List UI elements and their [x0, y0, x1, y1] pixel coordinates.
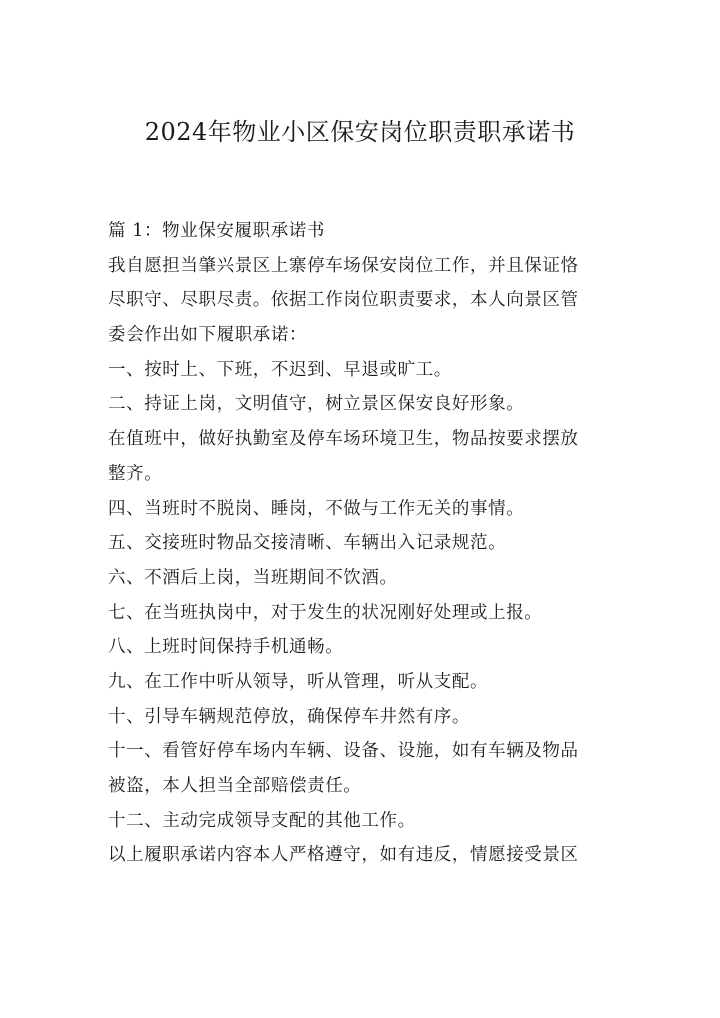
paragraph-line: 我自愿担当肇兴景区上寨停车场保安岗位工作，并且保证恪	[108, 255, 579, 276]
section-heading: 篇 1：物业保安履职承诺书	[108, 221, 325, 241]
list-item: 九、在工作中听从领导，听从管理，听从支配。	[108, 671, 489, 692]
paragraph-line: 尽职守、尽职尽责。依据工作岗位职责要求，本人向景区管	[108, 290, 579, 311]
list-item: 十二、主动完成领导支配的其他工作。	[108, 810, 416, 831]
list-item: 六、不酒后上岗，当班期间不饮酒。	[108, 567, 398, 588]
paragraph-line: 委会作出如下履职承诺：	[108, 325, 308, 346]
list-item: 在值班中，做好执勤室及停车场环境卫生，物品按要求摆放	[108, 429, 579, 450]
list-item: 被盗，本人担当全部赔偿责任。	[108, 776, 362, 796]
list-item: 五、交接班时物品交接清晰、车辆出入记录规范。	[108, 533, 507, 554]
paragraph-line: 以上履职承诺内容本人严格遵守，如有违反，情愿接受景区	[108, 845, 579, 866]
list-item: 七、在当班执岗中，对于发生的状况刚好处理或上报。	[108, 602, 543, 623]
document-body	[108, 214, 618, 873]
list-item: 二、持证上岗，文明值守，树立景区保安良好形象。	[108, 394, 525, 415]
list-item: 十、引导车辆规范停放，确保停车井然有序。	[108, 706, 470, 727]
list-item: 四、当班时不脱岗、睡岗，不做与工作无关的事情。	[108, 498, 525, 519]
document-title: 2024年物业小区保安岗位职责职承诺书	[144, 118, 576, 146]
list-item: 一、按时上、下班，不迟到、早退或旷工。	[108, 359, 452, 380]
list-item: 八、上班时间保持手机通畅。	[108, 637, 344, 658]
list-item: 整齐。	[108, 463, 163, 484]
list-item: 十一、看管好停车场内车辆、设备、设施，如有车辆及物品	[108, 741, 579, 762]
